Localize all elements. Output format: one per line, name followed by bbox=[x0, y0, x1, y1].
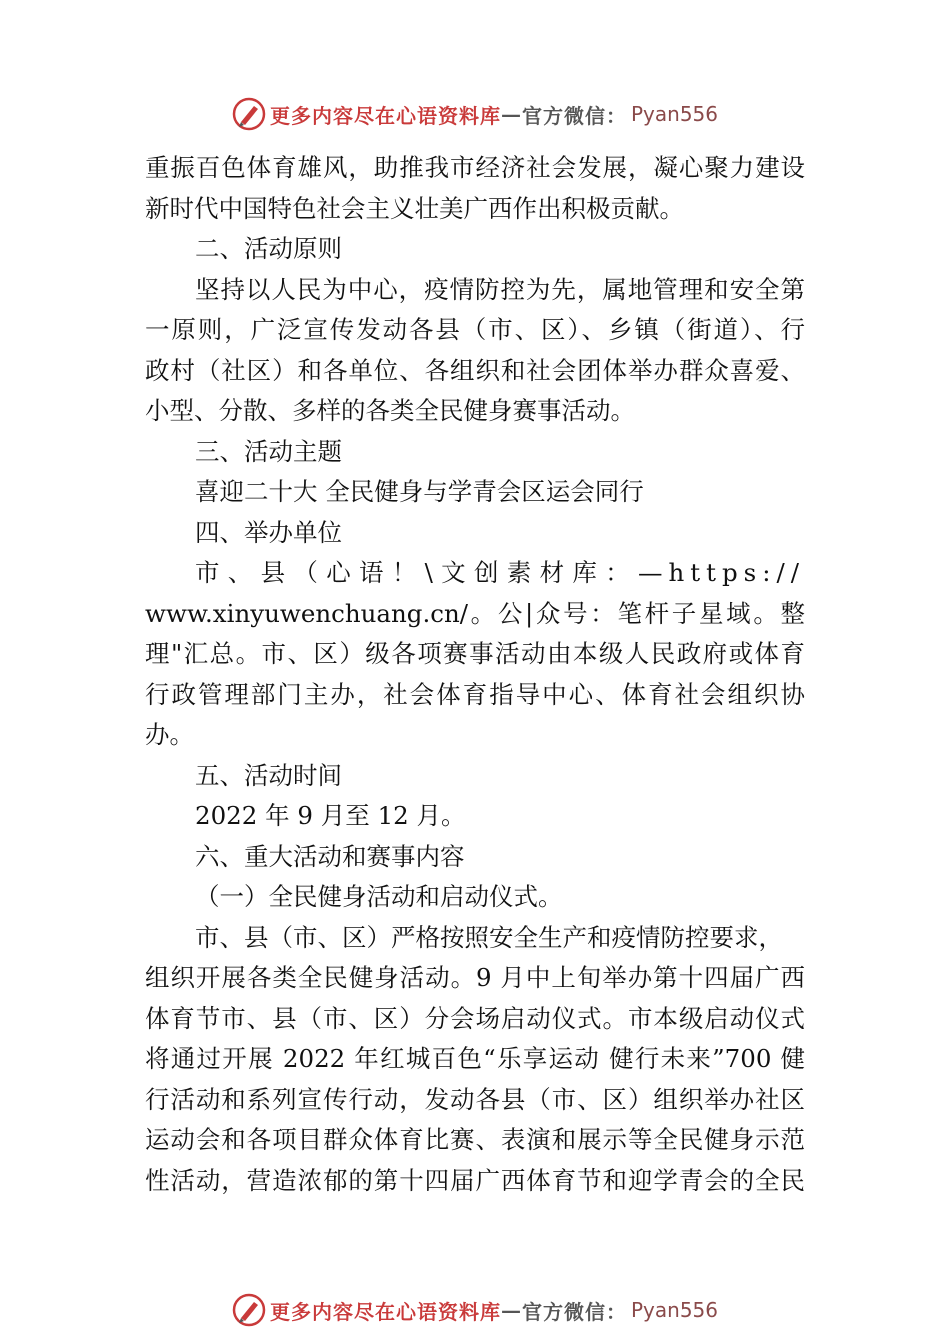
section-heading: 五、活动时间 bbox=[195, 760, 342, 790]
header-banner bbox=[0, 94, 950, 134]
section-heading: 四、举办单位 bbox=[195, 517, 342, 547]
body-line: 运动会和各项目群众体育比赛、表演和展示等全民健身示范 bbox=[145, 1125, 805, 1154]
body-line: 新时代中国特色社会主义壮美广西作出积极贡献。 bbox=[145, 193, 684, 223]
body-line: 将通过开展 2022 年红城百色“乐享运动 健行未来”700 健 bbox=[145, 1044, 805, 1073]
section-heading: 六、重大活动和赛事内容 bbox=[195, 841, 465, 871]
subsection-heading: （一）全民健身活动和启动仪式。 bbox=[195, 882, 563, 911]
banner-promo-text: 更多内容尽在心语资料库 bbox=[269, 1299, 501, 1324]
body-line: 办。 bbox=[145, 720, 194, 749]
body-line: 一原则，广泛宣传发动各县（市、区）、乡镇（街道）、行 bbox=[145, 315, 805, 344]
body-line: 组织开展各类全民健身活动。9 月中上旬举办第十四届广西 bbox=[145, 963, 805, 992]
body-line: 坚持以人民为中心，疫情防控为先，属地管理和安全第 bbox=[195, 274, 805, 304]
body-line: 政村（社区）和各单位、各组织和社会团体举办群众喜爱、 bbox=[145, 355, 805, 385]
banner-dash: — bbox=[500, 1298, 522, 1322]
banner-official-label: 官方微信： bbox=[521, 103, 627, 128]
body-line: www.xinyuwenchuang.cn/。公|众号：笔杆子星域。整 bbox=[145, 598, 805, 628]
banner-wechat-id: Pyan556 bbox=[630, 1298, 718, 1322]
body-line: 重振百色体育雄风，助推我市经济社会发展，凝心聚力建设 bbox=[145, 153, 805, 182]
body-line: 性活动，营造浓郁的第十四届广西体育节和迎学青会的全民 bbox=[145, 1165, 805, 1195]
date-line: 2022 年 9 月至 12 月。 bbox=[195, 801, 466, 830]
banner-promo-text: 更多内容尽在心语资料库 bbox=[269, 103, 501, 128]
body-line: 小型、分散、多样的各类全民健身赛事活动。 bbox=[145, 396, 635, 425]
banner-wechat-id: Pyan556 bbox=[630, 102, 718, 126]
banner-official-label: 官方微信： bbox=[521, 1299, 627, 1324]
body-line: 体育节市、县（市、区）分会场启动仪式。市本级启动仪式 bbox=[145, 1003, 805, 1033]
document-body bbox=[145, 148, 805, 1201]
pen-seal-icon bbox=[232, 97, 266, 131]
body-line: 市、县（市、区）严格按照安全生产和疫情防控要求， bbox=[195, 922, 783, 952]
banner-dash: — bbox=[500, 102, 522, 126]
pen-seal-icon bbox=[232, 1293, 266, 1327]
body-line: 理"汇总。市、区）级各项赛事活动由本级人民政府或体育 bbox=[145, 639, 805, 668]
body-line: 行活动和系列宣传行动，发动各县（市、区）组织举办社区 bbox=[145, 1084, 805, 1114]
footer-banner bbox=[0, 1290, 950, 1330]
section-heading: 二、活动原则 bbox=[195, 234, 342, 263]
section-heading: 三、活动主题 bbox=[195, 436, 342, 466]
theme-line: 喜迎二十大 全民健身与学青会区运会同行 bbox=[195, 477, 644, 506]
body-line: 市、县（心语！\文创素材库：—https:// bbox=[195, 558, 805, 587]
body-line: 行政管理部门主办，社会体育指导中心、体育社会组织协 bbox=[145, 679, 805, 709]
